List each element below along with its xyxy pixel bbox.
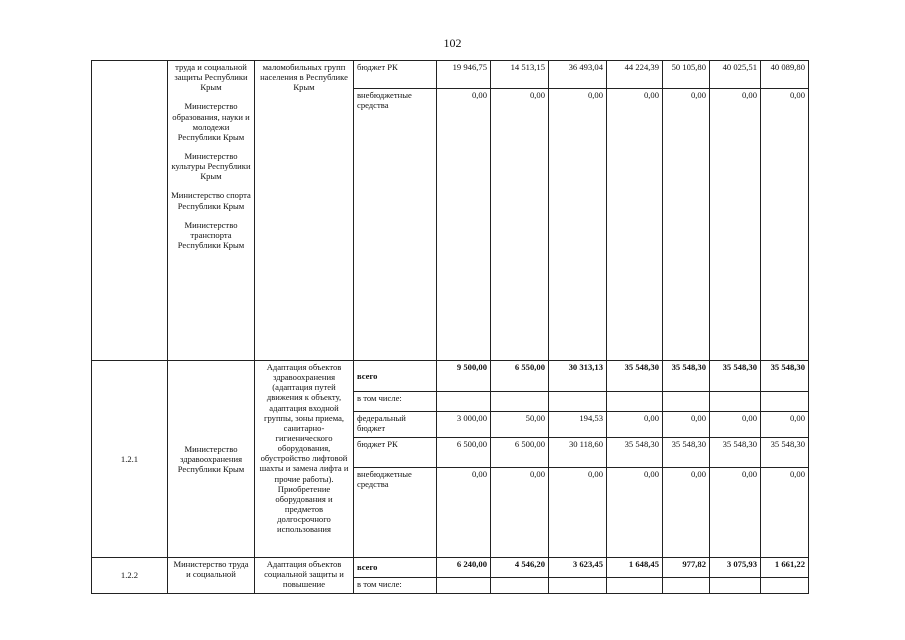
executor-name: Министерство образования, науки и молодежи Республики Крым xyxy=(172,101,250,142)
value-cell: 30 118,60 xyxy=(549,438,607,468)
source-cell: внебюджетные средства xyxy=(354,89,437,361)
value-cell xyxy=(607,392,663,412)
value-cell: 44 224,39 xyxy=(607,61,663,89)
value-cell: 0,00 xyxy=(663,412,710,438)
executor-name: труда и социальной защиты Республики Крым xyxy=(174,62,248,93)
executor-name: Министерство культуры Республики Крым xyxy=(171,150,251,182)
value-cell: 50,00 xyxy=(491,412,549,438)
value-cell xyxy=(437,578,491,594)
source-cell: федеральный бюджет xyxy=(354,412,437,438)
table-row xyxy=(92,61,809,89)
code-cell xyxy=(92,61,168,361)
value-cell xyxy=(761,578,809,594)
value-cell: 0,00 xyxy=(549,468,607,558)
value-cell: 6 500,00 xyxy=(491,438,549,468)
source-cell: всего xyxy=(354,361,437,392)
value-cell: 30 313,13 xyxy=(549,361,607,392)
value-cell: 0,00 xyxy=(437,89,491,361)
measure-cell: Адаптация объектов здравоохранения (адаптация путей движения к объекту, адаптация входной группы, зоны приема, санитарно-гигиенического оборудования, обустройство лифтовой шахты и замена лифта и прочие работы). Приобретение оборудования и предметов долгосрочного использования xyxy=(255,361,354,558)
value-cell: 0,00 xyxy=(761,89,809,361)
value-cell xyxy=(491,392,549,412)
measure-cell: маломобильных групп населения в Республике Крым xyxy=(255,61,354,361)
value-cell: 977,82 xyxy=(663,558,710,578)
value-cell: 35 548,30 xyxy=(607,438,663,468)
value-cell: 3 000,00 xyxy=(437,412,491,438)
executor-cell: Министерство труда и социальной xyxy=(168,558,255,594)
value-cell: 0,00 xyxy=(663,468,710,558)
value-cell: 0,00 xyxy=(491,468,549,558)
item-code: 1.2.2 xyxy=(92,558,168,594)
value-cell: 0,00 xyxy=(710,412,761,438)
value-cell: 40 025,51 xyxy=(710,61,761,89)
item-code: 1.2.1 xyxy=(92,361,168,558)
value-cell xyxy=(663,578,710,594)
value-cell: 50 105,80 xyxy=(663,61,710,89)
value-cell xyxy=(549,392,607,412)
value-cell: 0,00 xyxy=(607,412,663,438)
value-cell: 3 075,93 xyxy=(710,558,761,578)
value-cell: 35 548,30 xyxy=(663,438,710,468)
value-cell: 35 548,30 xyxy=(710,438,761,468)
source-cell: внебюджетные средства xyxy=(354,468,437,558)
executor-cell: Министерство здравоохранения Республики Крым xyxy=(168,361,255,558)
budget-table xyxy=(91,60,809,594)
value-cell: 0,00 xyxy=(761,412,809,438)
source-cell: всего xyxy=(354,558,437,578)
table-row xyxy=(92,361,809,392)
value-cell: 0,00 xyxy=(710,89,761,361)
value-cell: 0,00 xyxy=(663,89,710,361)
value-cell: 0,00 xyxy=(437,468,491,558)
value-cell: 35 548,30 xyxy=(710,361,761,392)
source-cell: бюджет РК xyxy=(354,61,437,89)
value-cell xyxy=(549,578,607,594)
value-cell: 0,00 xyxy=(607,89,663,361)
source-cell: в том числе: xyxy=(354,578,437,594)
value-cell: 4 546,20 xyxy=(491,558,549,578)
value-cell xyxy=(761,392,809,412)
source-cell: бюджет РК xyxy=(354,438,437,468)
value-cell: 1 661,22 xyxy=(761,558,809,578)
value-cell: 3 623,45 xyxy=(549,558,607,578)
value-cell: 35 548,30 xyxy=(761,438,809,468)
value-cell: 35 548,30 xyxy=(761,361,809,392)
value-cell: 194,53 xyxy=(549,412,607,438)
value-cell: 14 513,15 xyxy=(491,61,549,89)
table-row xyxy=(92,558,809,578)
value-cell: 0,00 xyxy=(549,89,607,361)
value-cell xyxy=(491,578,549,594)
value-cell: 0,00 xyxy=(607,468,663,558)
value-cell: 6 240,00 xyxy=(437,558,491,578)
value-cell: 6 550,00 xyxy=(491,361,549,392)
value-cell: 0,00 xyxy=(761,468,809,558)
page-number: 102 xyxy=(443,36,462,50)
value-cell: 0,00 xyxy=(491,89,549,361)
value-cell xyxy=(710,392,761,412)
value-cell xyxy=(607,578,663,594)
value-cell: 1 648,45 xyxy=(607,558,663,578)
executor-name: Министерство транспорта Республики Крым xyxy=(177,219,245,250)
value-cell xyxy=(437,392,491,412)
value-cell: 9 500,00 xyxy=(437,361,491,392)
value-cell xyxy=(710,578,761,594)
measure-cell: Адаптация объектов социальной защиты и повышение xyxy=(255,558,354,594)
source-cell: в том числе: xyxy=(354,392,437,412)
value-cell: 19 946,75 xyxy=(437,61,491,89)
executor-cell xyxy=(168,61,255,361)
value-cell: 35 548,30 xyxy=(663,361,710,392)
executor-name: Министерство спорта Республики Крым xyxy=(171,190,251,211)
value-cell: 0,00 xyxy=(710,468,761,558)
value-cell: 36 493,04 xyxy=(549,61,607,89)
value-cell xyxy=(663,392,710,412)
value-cell: 6 500,00 xyxy=(437,438,491,468)
value-cell: 40 089,80 xyxy=(761,61,809,89)
value-cell: 35 548,30 xyxy=(607,361,663,392)
